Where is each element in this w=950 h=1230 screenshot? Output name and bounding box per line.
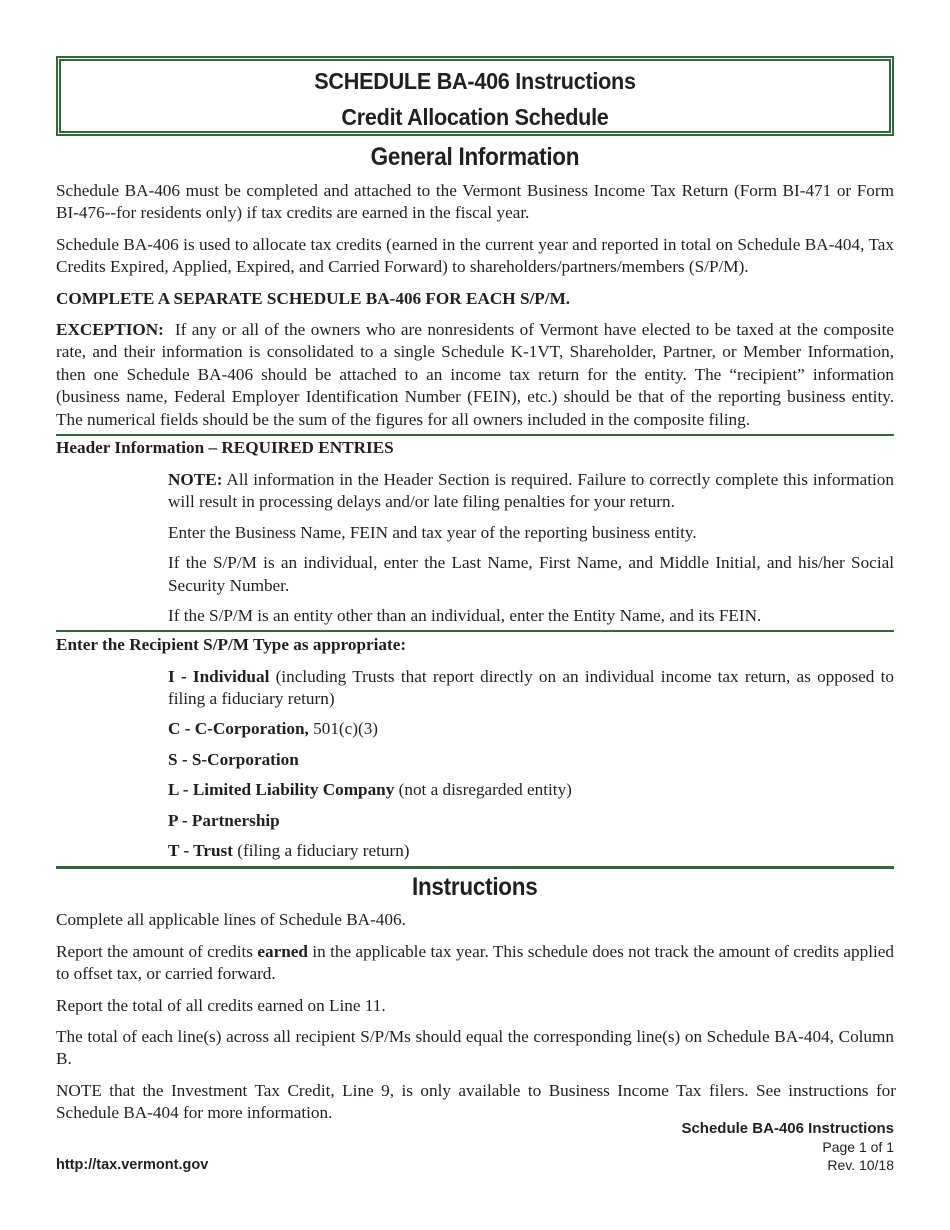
complete-separate-notice: COMPLETE A SEPARATE SCHEDULE BA-406 FOR EACH S/P/M. (56, 288, 571, 308)
recipient-type-heading: Enter the Recipient S/P/M Type as appropriate: (56, 634, 407, 654)
footer-form-info (681, 1120, 894, 1174)
exception-paragraph (56, 319, 894, 431)
header-line-2: If the S/P/M is an individual, enter the Last Name, First Name, and Middle Initial, and his/her Social Security Number. (168, 553, 894, 595)
type-s-corporation: S - S-Corporation (168, 749, 299, 769)
recipient-type-block (56, 666, 894, 870)
exception-label: EXCEPTION: (56, 320, 164, 340)
header-information-heading: Header Information – REQUIRED ENTRIES (56, 434, 894, 461)
general-para-1: Schedule BA-406 must be completed and attached to the Vermont Business Income Tax Return (Form BI-471 or Form BI-476--for residents only) if tax credits are earned in the fiscal year. (56, 181, 894, 223)
header-information-block (56, 469, 894, 631)
instructions-para-2: Report the amount of credits earned in the applicable tax year. This schedule does not track the amount of credits applied to offset tax, or carried forward. (56, 941, 895, 984)
title-line-2: Credit Allocation Schedule (341, 104, 609, 130)
header-note (168, 469, 894, 514)
note-label: NOTE: (168, 470, 223, 490)
instructions-para-3: Report the total of all credits earned on Line 11. (56, 995, 386, 1015)
general-information-heading: General Information (370, 143, 580, 171)
type-partnership: P - Partnership (168, 810, 280, 830)
type-llc: L - Limited Liability Company (not a disregarded entity) (168, 780, 572, 800)
footer-page-number: Page 1 of 1 (822, 1139, 894, 1155)
note-text: All information in the Header Section is required. Failure to correctly complete this information will result in processing delays and/or late filing penalties for your return. (168, 470, 894, 512)
footer-revision: Rev. 10/18 (827, 1157, 894, 1173)
title-box (56, 56, 894, 136)
general-para-2: Schedule BA-406 is used to allocate tax credits (earned in the current year and reported in total on Schedule BA-404, Tax Credits Expired, Applied, Expired, and Carried Forward) to shareholders/partners/members (S/P/M). (56, 234, 894, 277)
type-trust: T - Trust (filing a fiduciary return) (168, 840, 410, 860)
instructions-para-5: NOTE that the Investment Tax Credit, Line 9, is only available to Business Income Tax filers. See instructions for Schedule BA-404 for more information. (56, 1080, 896, 1123)
instructions-heading: Instructions (412, 873, 538, 902)
header-line-3: If the S/P/M is an entity other than an individual, enter the Entity Name, and its FEIN. (168, 606, 762, 626)
instructions-para-4: The total of each line(s) across all recipient S/P/Ms should equal the corresponding line(s) on Schedule BA-404, Column B. (56, 1026, 894, 1069)
footer-form-name: Schedule BA-406 Instructions (681, 1120, 894, 1137)
footer-website-link[interactable]: http://tax.vermont.gov (56, 1157, 209, 1173)
type-individual: I - Individual (including Trusts that report directly on an individual income tax return, as opposed to filing a fiduciary return) (168, 666, 894, 708)
exception-text: If any or all of the owners who are nonresidents of Vermont have elected to be taxed at the composite rate, and their information is consolidated to a single Schedule K-1VT, Shareholder, Partner, or Member Information, then one Schedule BA-406 should be attached to an income tax return for the entity. The “recipient” information (business name, Federal Employer Identification Number (FEIN), etc.) should be that of the reporting business entity. The numerical fields should be the sum of the figures for all owners included in the composite filing. (56, 320, 894, 429)
document-page (56, 56, 894, 1134)
title-line-1: SCHEDULE BA-406 Instructions (314, 68, 636, 94)
header-line-1: Enter the Business Name, FEIN and tax year of the reporting business entity. (168, 522, 697, 542)
type-c-corporation: C - C-Corporation, 501(c)(3) (168, 719, 379, 739)
instructions-para-1: Complete all applicable lines of Schedule BA-406. (56, 910, 406, 930)
